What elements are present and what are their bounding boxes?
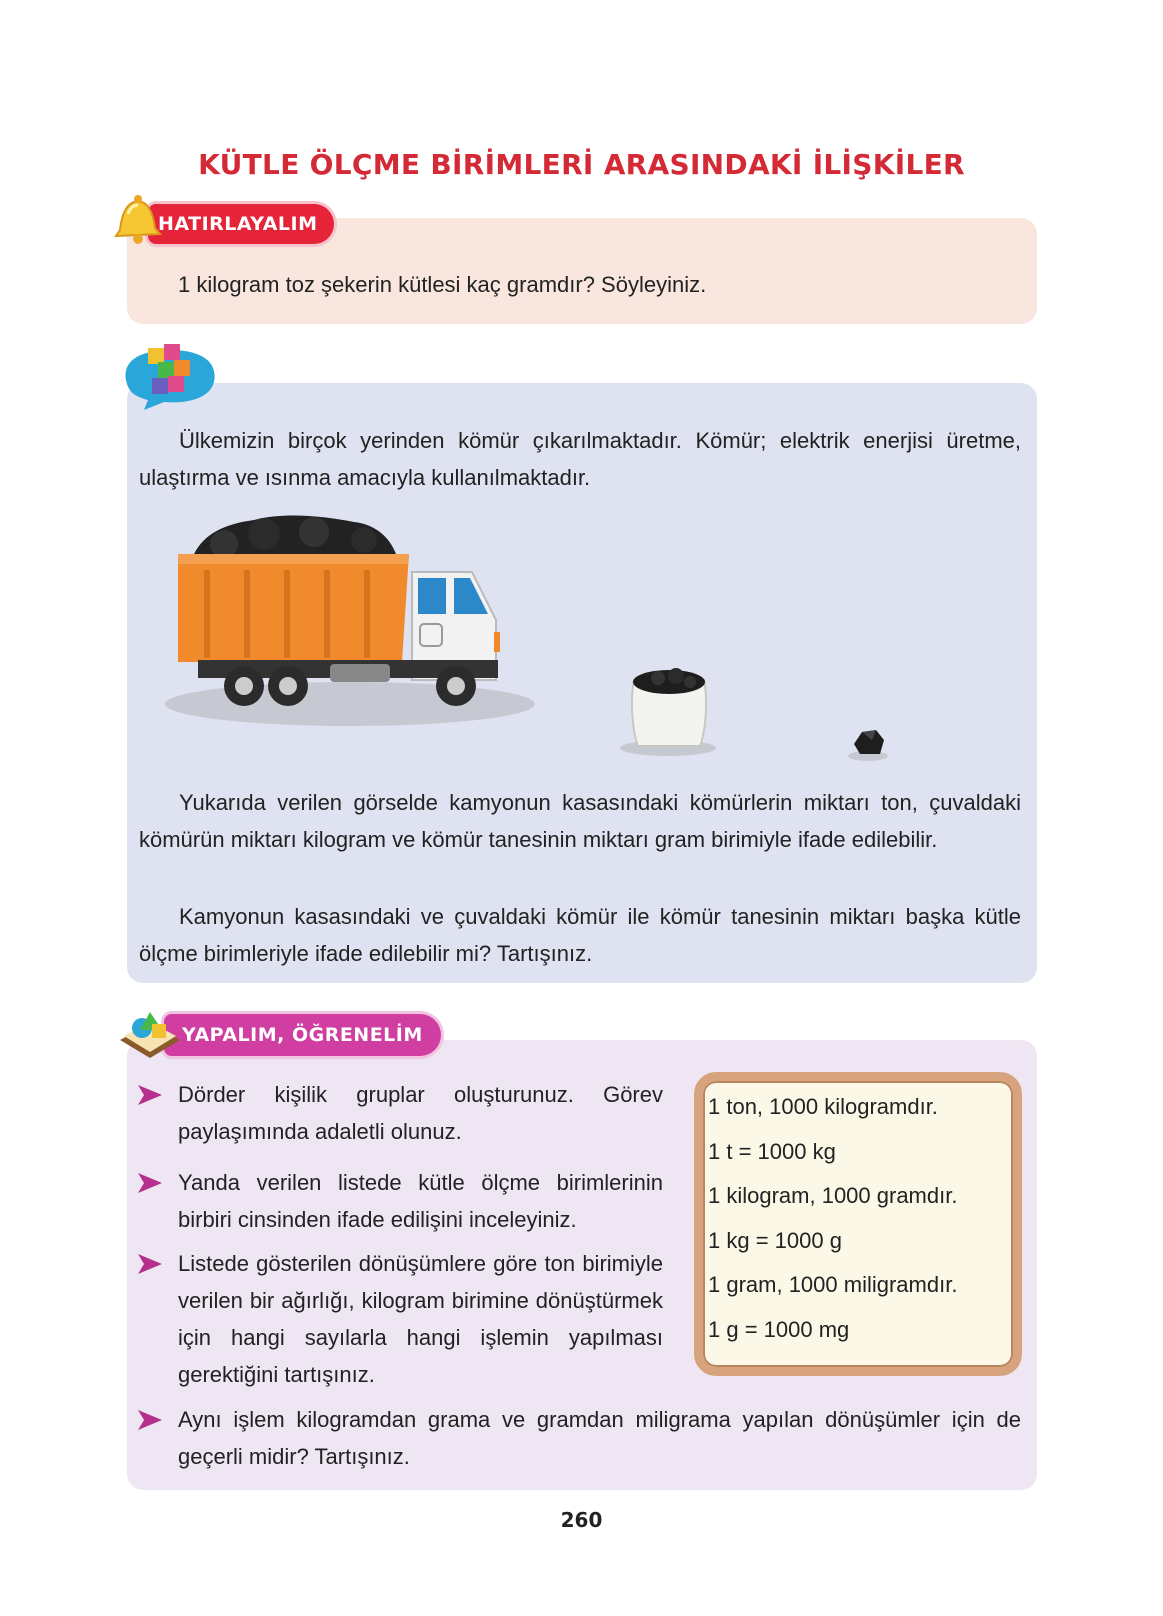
intro-paragraph-1: Ülkemizin birçok yerinden kömür çıkarılmaktadır. Kömür; elektrik enerjisi üretme, ulaştırma ve ısınma amacıyla kullanılmaktadır. xyxy=(139,428,1021,490)
coal-sack-illustration xyxy=(620,660,720,756)
puzzle-icon xyxy=(118,340,222,412)
bell-icon xyxy=(108,190,166,248)
unit-conversion-line: 1 kilogram, 1000 gramdır. xyxy=(708,1183,958,1208)
arrow-bullet-icon xyxy=(138,1085,162,1105)
arrow-bullet-icon xyxy=(138,1254,162,1274)
coal-truck-illustration xyxy=(164,514,554,754)
page-number: 260 xyxy=(560,1508,603,1532)
arrow-bullet-icon xyxy=(138,1173,162,1193)
activity-bullet-4: Aynı işlem kilogramdan grama ve gramdan miligrama yapılan dönüşümler için de geçerli midir? Tartışınız. xyxy=(178,1407,1021,1469)
arrow-bullet-icon xyxy=(138,1410,162,1430)
coal-nugget-illustration xyxy=(846,726,890,762)
unit-conversion-line: 1 kg = 1000 g xyxy=(708,1228,842,1253)
unit-conversion-line: 1 t = 1000 kg xyxy=(708,1139,836,1164)
activity-banner: YAPALIM, ÖĞRENELİM xyxy=(164,1014,441,1056)
unit-conversion-line: 1 gram, 1000 miligramdır. xyxy=(708,1272,958,1297)
activity-bullet-3: Listede gösterilen dönüşümlere göre ton birimiyle verilen bir ağırlığı, kilogram birimine dönüştürmek için hangi sayılarla hangi işlemin yapılması gerektiğini tartışınız. xyxy=(178,1251,663,1387)
activity-bullet-2: Yanda verilen listede kütle ölçme birimlerinin birbiri cinsinden ifade edilişini inceleyiniz. xyxy=(178,1170,663,1232)
remember-question: 1 kilogram toz şekerin kütlesi kaç gramdır? Söyleyiniz. xyxy=(178,272,707,297)
remember-banner: HATIRLAYALIM xyxy=(148,204,334,244)
intro-paragraph-2: Yukarıda verilen görselde kamyonun kasasındaki kömürlerin miktarı ton, çuvaldaki kömürün miktarı kilogram ve kömür tanesinin miktarı gram birimiyle ifade edilebilir. xyxy=(139,790,1021,852)
unit-conversion-line: 1 g = 1000 mg xyxy=(708,1317,850,1342)
page-title: KÜTLE ÖLÇME BİRİMLERİ ARASINDAKİ İLİŞKİLER xyxy=(198,148,965,181)
activity-bullet-1: Dörder kişilik gruplar oluşturunuz. Görev paylaşımında adaletli olunuz. xyxy=(178,1082,663,1144)
unit-conversion-line: 1 ton, 1000 kilogramdır. xyxy=(708,1094,938,1119)
book-icon xyxy=(114,1006,184,1068)
intro-paragraph-3: Kamyonun kasasındaki ve çuvaldaki kömür ile kömür tanesinin miktarı başka kütle ölçme birimleriyle ifade edilebilir mi? Tartışınız. xyxy=(139,904,1021,966)
